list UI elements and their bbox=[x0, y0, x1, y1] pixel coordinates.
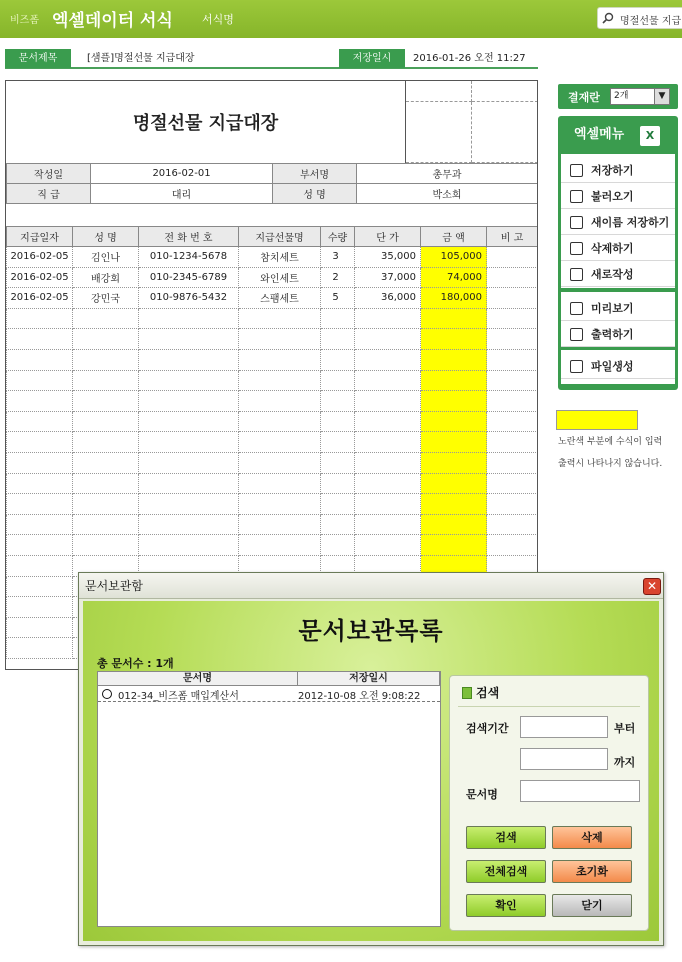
search-input[interactable] bbox=[597, 7, 682, 29]
table-cell[interactable] bbox=[421, 473, 487, 494]
menu-item-icon bbox=[570, 190, 583, 203]
col-phone: 전 화 번 호 bbox=[139, 227, 239, 247]
saved-label: 저장일시 bbox=[339, 49, 405, 68]
table-cell[interactable] bbox=[421, 535, 487, 556]
table-row bbox=[7, 535, 538, 556]
table-cell[interactable] bbox=[239, 473, 321, 494]
table-cell[interactable] bbox=[355, 370, 421, 391]
table-cell[interactable] bbox=[239, 535, 321, 556]
table-row bbox=[7, 288, 538, 309]
menu-item-label: 저장하기 bbox=[591, 164, 634, 177]
table-cell[interactable] bbox=[239, 349, 321, 370]
table-cell[interactable]: 36,000 bbox=[355, 288, 421, 309]
table-cell[interactable] bbox=[239, 432, 321, 453]
table-row bbox=[7, 452, 538, 473]
table-cell[interactable]: 35,000 bbox=[355, 247, 421, 268]
table-cell[interactable] bbox=[421, 329, 487, 350]
table-cell[interactable] bbox=[487, 349, 538, 370]
menu-item[interactable] bbox=[561, 322, 675, 347]
form-name-label: 서식명 bbox=[202, 13, 234, 26]
table-cell[interactable] bbox=[139, 473, 239, 494]
approval-count-value: 2개 bbox=[614, 91, 629, 101]
table-cell[interactable] bbox=[487, 329, 538, 350]
table-cell[interactable] bbox=[7, 432, 73, 453]
docname-input[interactable] bbox=[520, 780, 640, 802]
table-cell[interactable] bbox=[321, 452, 355, 473]
table-cell[interactable]: 180,000 bbox=[421, 288, 487, 309]
table-cell[interactable] bbox=[421, 514, 487, 535]
table-cell[interactable] bbox=[139, 308, 239, 329]
table-cell[interactable] bbox=[7, 555, 73, 576]
doc-date: 2012-10-08 오전 9:08:22 bbox=[298, 691, 421, 702]
radio-button[interactable] bbox=[102, 689, 112, 699]
search-section-icon bbox=[462, 687, 472, 699]
table-cell[interactable]: 37,000 bbox=[355, 267, 421, 288]
from-label: 부터 bbox=[614, 722, 636, 735]
ok-button[interactable]: 확인 bbox=[466, 894, 546, 917]
table-cell[interactable] bbox=[321, 411, 355, 432]
table-cell[interactable] bbox=[321, 349, 355, 370]
table-cell[interactable] bbox=[487, 432, 538, 453]
col-doc-name[interactable]: 문서명 bbox=[98, 672, 298, 685]
table-cell[interactable] bbox=[73, 452, 139, 473]
table-cell[interactable] bbox=[7, 411, 73, 432]
menu-item-label: 미리보기 bbox=[591, 302, 634, 315]
table-cell[interactable] bbox=[73, 370, 139, 391]
doc-title-value: [샘플]명절선물 지급대장 bbox=[87, 53, 195, 64]
menu-item-icon bbox=[570, 164, 583, 177]
table-cell[interactable] bbox=[7, 370, 73, 391]
menu-item[interactable] bbox=[561, 236, 675, 261]
table-cell[interactable] bbox=[73, 329, 139, 350]
table-cell[interactable] bbox=[487, 452, 538, 473]
table-cell[interactable] bbox=[73, 308, 139, 329]
table-cell[interactable] bbox=[355, 391, 421, 412]
date-from-input[interactable] bbox=[520, 716, 608, 738]
menu-item[interactable] bbox=[561, 210, 675, 235]
created-label: 작성일 bbox=[7, 164, 91, 184]
table-cell[interactable] bbox=[139, 514, 239, 535]
approval-selector bbox=[558, 84, 678, 109]
docname-label: 문서명 bbox=[466, 788, 498, 801]
table-cell[interactable] bbox=[7, 514, 73, 535]
table-cell[interactable] bbox=[239, 370, 321, 391]
table-cell[interactable] bbox=[487, 288, 538, 309]
table-cell[interactable] bbox=[7, 638, 73, 659]
table-cell[interactable]: 김인나 bbox=[73, 247, 139, 268]
approval-count-select[interactable] bbox=[610, 88, 670, 105]
table-cell[interactable] bbox=[321, 432, 355, 453]
table-cell[interactable] bbox=[139, 494, 239, 515]
col-gift: 지급선물명 bbox=[239, 227, 321, 247]
approval-box bbox=[406, 81, 538, 163]
table-cell[interactable] bbox=[487, 267, 538, 288]
table-cell[interactable] bbox=[139, 329, 239, 350]
menu-group-export bbox=[561, 350, 675, 384]
dialog-heading: 문서보관목록 bbox=[298, 617, 444, 645]
table-row bbox=[7, 391, 538, 412]
table-row bbox=[7, 494, 538, 515]
rank-label: 직 급 bbox=[7, 184, 91, 204]
table-cell[interactable]: 참치세트 bbox=[239, 247, 321, 268]
table-cell[interactable] bbox=[73, 411, 139, 432]
brand-title[interactable]: 엑셀데이터 서식 bbox=[52, 11, 173, 31]
search-text: 명절선물 지급 bbox=[620, 16, 682, 27]
menu-item-icon bbox=[570, 328, 583, 341]
doc-list bbox=[97, 671, 441, 927]
table-cell[interactable] bbox=[487, 411, 538, 432]
menu-item-label: 삭제하기 bbox=[591, 242, 634, 255]
table-cell[interactable] bbox=[139, 349, 239, 370]
table-cell[interactable]: 010-9876-5432 bbox=[139, 288, 239, 309]
doc-title-label: 문서제목 bbox=[5, 49, 71, 68]
menu-item-label: 불러오기 bbox=[591, 190, 634, 203]
table-cell[interactable] bbox=[487, 391, 538, 412]
table-cell[interactable] bbox=[321, 514, 355, 535]
table-cell[interactable] bbox=[139, 411, 239, 432]
created-value[interactable]: 2016-02-01 bbox=[91, 164, 273, 184]
table-cell[interactable]: 5 bbox=[321, 288, 355, 309]
table-cell[interactable]: 배강회 bbox=[73, 267, 139, 288]
to-label: 까지 bbox=[614, 756, 636, 769]
table-cell[interactable] bbox=[355, 452, 421, 473]
table-cell[interactable] bbox=[487, 473, 538, 494]
table-cell[interactable] bbox=[7, 473, 73, 494]
dept-value[interactable]: 총무과 bbox=[357, 164, 538, 184]
table-cell[interactable]: 2016-02-05 bbox=[7, 267, 73, 288]
table-cell[interactable]: 와인세트 bbox=[239, 267, 321, 288]
menu-item-icon bbox=[570, 268, 583, 281]
table-cell[interactable] bbox=[321, 494, 355, 515]
close-icon[interactable]: ✕ bbox=[643, 578, 661, 595]
dialog-body bbox=[83, 601, 659, 941]
search-panel-title: 검색 bbox=[462, 684, 499, 701]
approval-label: 결재란 bbox=[568, 91, 600, 104]
table-cell[interactable] bbox=[421, 391, 487, 412]
menu-item-icon bbox=[570, 216, 583, 229]
doc-name: 012-34_비즈폼 매입계산서 bbox=[118, 691, 239, 702]
table-cell[interactable] bbox=[321, 391, 355, 412]
col-date: 지급일자 bbox=[7, 227, 73, 247]
table-cell[interactable] bbox=[139, 370, 239, 391]
table-row bbox=[7, 308, 538, 329]
table-cell[interactable] bbox=[7, 329, 73, 350]
table-cell[interactable]: 2016-02-05 bbox=[7, 288, 73, 309]
menu-item-label: 출력하기 bbox=[591, 328, 634, 341]
table-cell[interactable] bbox=[487, 514, 538, 535]
saved-value: 2016-01-26 오전 11:27 bbox=[413, 53, 526, 64]
search-icon bbox=[602, 12, 614, 24]
table-cell[interactable] bbox=[355, 432, 421, 453]
table-cell[interactable] bbox=[355, 329, 421, 350]
table-cell[interactable] bbox=[355, 514, 421, 535]
table-cell[interactable] bbox=[355, 349, 421, 370]
table-cell[interactable] bbox=[7, 617, 73, 638]
table-cell[interactable] bbox=[421, 308, 487, 329]
table-cell[interactable] bbox=[239, 411, 321, 432]
search-button[interactable]: 검색 bbox=[466, 826, 546, 849]
list-item[interactable] bbox=[98, 686, 440, 702]
table-cell[interactable] bbox=[239, 514, 321, 535]
table-cell[interactable] bbox=[7, 391, 73, 412]
table-cell[interactable] bbox=[73, 514, 139, 535]
table-cell[interactable] bbox=[321, 329, 355, 350]
reset-button[interactable]: 초기화 bbox=[552, 860, 632, 883]
menu-item-label: 새로작성 bbox=[591, 268, 634, 281]
menu-item[interactable] bbox=[561, 262, 675, 287]
table-cell[interactable] bbox=[73, 391, 139, 412]
top-bar bbox=[0, 0, 682, 38]
menu-item-icon bbox=[570, 302, 583, 315]
col-qty: 수량 bbox=[321, 227, 355, 247]
menu-item-icon bbox=[570, 242, 583, 255]
dialog-title[interactable]: 문서보관함 bbox=[79, 573, 663, 599]
table-cell[interactable] bbox=[73, 473, 139, 494]
table-cell[interactable] bbox=[487, 247, 538, 268]
table-cell[interactable] bbox=[355, 308, 421, 329]
table-cell[interactable] bbox=[73, 432, 139, 453]
table-row bbox=[7, 329, 538, 350]
search-all-button[interactable]: 전체검색 bbox=[466, 860, 546, 883]
table-cell[interactable] bbox=[7, 576, 73, 597]
sheet-title: 명절선물 지급대장 bbox=[6, 81, 406, 163]
col-amount: 금 액 bbox=[421, 227, 487, 247]
table-cell[interactable] bbox=[7, 597, 73, 618]
table-row bbox=[7, 411, 538, 432]
table-cell[interactable] bbox=[7, 452, 73, 473]
table-row bbox=[7, 473, 538, 494]
menu-item[interactable] bbox=[561, 354, 675, 379]
table-cell[interactable] bbox=[7, 308, 73, 329]
table-cell[interactable] bbox=[239, 391, 321, 412]
table-cell[interactable] bbox=[421, 432, 487, 453]
table-cell[interactable] bbox=[487, 370, 538, 391]
menu-item-icon bbox=[570, 360, 583, 373]
table-cell[interactable] bbox=[239, 452, 321, 473]
table-row bbox=[7, 247, 538, 268]
table-cell[interactable] bbox=[239, 308, 321, 329]
date-to-input[interactable] bbox=[520, 748, 608, 770]
close-button[interactable]: 닫기 bbox=[552, 894, 632, 917]
menu-group-file bbox=[561, 154, 675, 288]
table-cell[interactable]: 010-2345-6789 bbox=[139, 267, 239, 288]
archive-dialog bbox=[78, 572, 664, 946]
table-cell[interactable] bbox=[321, 473, 355, 494]
legend-line-2: 출력시 나타나지 않습니다. bbox=[558, 459, 663, 469]
table-cell[interactable] bbox=[239, 494, 321, 515]
legend-line-1: 노란색 부분에 수식이 입력 bbox=[558, 437, 663, 447]
table-cell[interactable] bbox=[73, 494, 139, 515]
table-cell[interactable] bbox=[321, 308, 355, 329]
excel-icon: X bbox=[640, 126, 660, 146]
table-cell[interactable] bbox=[239, 329, 321, 350]
menu-item-label: 새이름 저장하기 bbox=[591, 216, 670, 229]
table-cell[interactable]: 스팸세트 bbox=[239, 288, 321, 309]
doc-list-header bbox=[98, 672, 440, 686]
table-cell[interactable] bbox=[139, 535, 239, 556]
doc-count: 총 문서수 : 1개 bbox=[97, 657, 174, 670]
col-price: 단 가 bbox=[355, 227, 421, 247]
table-cell[interactable]: 74,000 bbox=[421, 267, 487, 288]
brand-small: 비즈폼 bbox=[10, 15, 39, 26]
name-value[interactable]: 박소희 bbox=[357, 184, 538, 204]
table-cell[interactable]: 3 bbox=[321, 247, 355, 268]
table-cell[interactable] bbox=[139, 452, 239, 473]
table-cell[interactable] bbox=[421, 370, 487, 391]
table-cell[interactable] bbox=[421, 411, 487, 432]
table-cell[interactable] bbox=[7, 535, 73, 556]
rank-value[interactable]: 대리 bbox=[91, 184, 273, 204]
table-row bbox=[7, 432, 538, 453]
col-name: 성 명 bbox=[73, 227, 139, 247]
table-cell[interactable] bbox=[355, 411, 421, 432]
table-cell[interactable] bbox=[421, 349, 487, 370]
name-label: 성 명 bbox=[273, 184, 357, 204]
table-cell[interactable] bbox=[355, 535, 421, 556]
table-cell[interactable] bbox=[139, 432, 239, 453]
table-cell[interactable] bbox=[421, 494, 487, 515]
table-cell[interactable] bbox=[7, 349, 73, 370]
table-cell[interactable] bbox=[487, 494, 538, 515]
menu-group-print bbox=[561, 292, 675, 346]
table-cell[interactable] bbox=[73, 349, 139, 370]
table-cell[interactable] bbox=[355, 473, 421, 494]
table-row bbox=[7, 370, 538, 391]
table-cell[interactable] bbox=[73, 535, 139, 556]
menu-item[interactable] bbox=[561, 296, 675, 321]
delete-button[interactable]: 삭제 bbox=[552, 826, 632, 849]
col-note: 비 고 bbox=[487, 227, 538, 247]
menu-item[interactable] bbox=[561, 158, 675, 183]
table-cell[interactable] bbox=[321, 535, 355, 556]
document-info-row bbox=[5, 49, 538, 69]
excel-menu-title: 엑셀메뉴 bbox=[574, 127, 625, 142]
period-label: 검색기간 bbox=[466, 722, 509, 735]
table-row bbox=[7, 349, 538, 370]
table-cell[interactable]: 010-1234-5678 bbox=[139, 247, 239, 268]
excel-menu bbox=[558, 116, 678, 390]
col-doc-date[interactable]: 저장일시 bbox=[298, 672, 440, 685]
meta-table bbox=[6, 163, 538, 204]
table-cell[interactable]: 2 bbox=[321, 267, 355, 288]
dept-label: 부서명 bbox=[273, 164, 357, 184]
table-row bbox=[7, 514, 538, 535]
table-cell[interactable]: 105,000 bbox=[421, 247, 487, 268]
table-cell[interactable]: 2016-02-05 bbox=[7, 247, 73, 268]
table-cell[interactable] bbox=[487, 308, 538, 329]
table-cell[interactable]: 강민국 bbox=[73, 288, 139, 309]
legend-swatch bbox=[556, 410, 638, 430]
table-cell[interactable] bbox=[139, 391, 239, 412]
table-cell[interactable] bbox=[487, 535, 538, 556]
table-row bbox=[7, 267, 538, 288]
table-cell[interactable] bbox=[321, 370, 355, 391]
table-cell[interactable] bbox=[355, 494, 421, 515]
search-panel bbox=[449, 675, 649, 931]
table-cell[interactable] bbox=[421, 452, 487, 473]
menu-item-label: 파일생성 bbox=[591, 360, 634, 373]
table-cell[interactable] bbox=[7, 494, 73, 515]
chevron-down-icon[interactable]: ▼ bbox=[654, 89, 669, 104]
menu-item[interactable] bbox=[561, 184, 675, 209]
